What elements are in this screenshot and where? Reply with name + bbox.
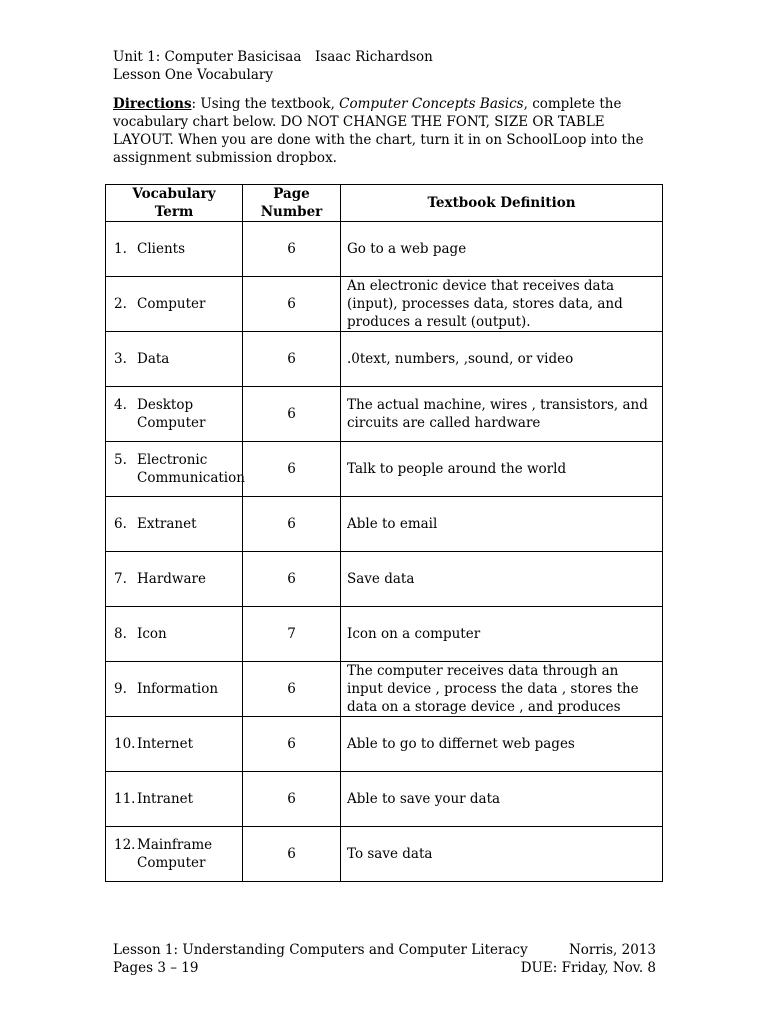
term-cell [106, 827, 243, 882]
term-number: 11. [114, 791, 136, 807]
table-header-row [106, 185, 663, 222]
definition-cell: To save data [341, 827, 663, 882]
definition-cell: The computer receives data through an input device , process the data , stores the data on a storage device , and produces [341, 662, 663, 717]
definition-cell: Able to save your data [341, 772, 663, 827]
term-text: Clients [137, 241, 186, 257]
term-number: 7. [114, 571, 127, 587]
page-number-cell: 6 [243, 277, 341, 332]
table-row [106, 552, 663, 607]
term-text: Intranet [137, 791, 194, 807]
term-text: Internet [137, 736, 194, 752]
footer-pages: Pages 3 – 19 [113, 960, 199, 976]
definition-cell: Save data [341, 552, 663, 607]
table-row [106, 387, 663, 442]
definition-cell: An electronic device that receives data (input), processes data, stores data, and produces a result (output). [341, 277, 663, 332]
term-cell [106, 332, 243, 387]
page-number-cell: 6 [243, 442, 341, 497]
table-row [106, 772, 663, 827]
definition-cell: Icon on a computer [341, 607, 663, 662]
page-number-cell: 6 [243, 222, 341, 277]
table-row [106, 277, 663, 332]
table-row [106, 332, 663, 387]
header-vocabulary-term: Vocabulary Term [106, 185, 243, 222]
term-cell [106, 717, 243, 772]
term-number: 6. [114, 516, 127, 532]
definition-cell: .0text, numbers, ,sound, or video [341, 332, 663, 387]
term-cell [106, 552, 243, 607]
definition-cell: The actual machine, wires , transistors, and circuits are called hardware [341, 387, 663, 442]
term-text: Desktop Computer [137, 397, 206, 431]
term-text: Electronic Communication [137, 452, 245, 486]
student-name: Isaac Richardson [315, 49, 433, 65]
page-number-cell: 6 [243, 497, 341, 552]
vocabulary-table [105, 184, 663, 882]
term-number: 9. [114, 681, 127, 697]
table-row [106, 497, 663, 552]
page-number-cell: 6 [243, 662, 341, 717]
term-cell [106, 387, 243, 442]
footer-due: DUE: Friday, Nov. 8 [520, 960, 656, 976]
term-text: Data [137, 351, 170, 367]
footer-lesson: Lesson 1: Understanding Computers and Computer Literacy [113, 942, 528, 958]
page-number-cell: 7 [243, 607, 341, 662]
document-footer [113, 941, 656, 977]
term-number: 5. [114, 452, 127, 468]
term-text: Extranet [137, 516, 197, 532]
term-text: Hardware [137, 571, 206, 587]
term-number: 12. [114, 837, 136, 853]
header-page-number: Page Number [243, 185, 341, 222]
term-cell [106, 607, 243, 662]
term-cell [106, 772, 243, 827]
term-cell [106, 497, 243, 552]
page-number-cell: 6 [243, 332, 341, 387]
table-row [106, 607, 663, 662]
term-number: 2. [114, 296, 127, 312]
definition-cell: Able to go to differnet web pages [341, 717, 663, 772]
term-text: Mainframe Computer [137, 837, 213, 871]
term-number: 1. [114, 241, 127, 257]
definition-cell: Go to a web page [341, 222, 663, 277]
table-row [106, 717, 663, 772]
page-number-cell: 6 [243, 387, 341, 442]
term-number: 8. [114, 626, 127, 642]
table-row [106, 662, 663, 717]
term-number: 10. [114, 736, 136, 752]
directions-text-b: , complete the vocabulary chart below. DO NOT CHANGE THE FONT, SIZE OR TABLE LAYOUT. When you are done with the chart, turn it in on SchoolLoop into the assignment submission dropbox. [113, 96, 644, 166]
term-text: Information [137, 681, 219, 697]
footer-teacher: Norris, 2013 [568, 942, 656, 958]
term-cell [106, 277, 243, 332]
definition-cell: Able to email [341, 497, 663, 552]
textbook-title: Computer Concepts Basics [339, 96, 524, 112]
page-number-cell: 6 [243, 772, 341, 827]
term-number: 4. [114, 397, 127, 413]
term-cell [106, 222, 243, 277]
table-row [106, 442, 663, 497]
definition-cell: Talk to people around the world [341, 442, 663, 497]
page-number-cell: 6 [243, 717, 341, 772]
document-header [113, 48, 433, 84]
table-row [106, 222, 663, 277]
table-row [106, 827, 663, 882]
directions-text-a: : Using the textbook, [191, 96, 340, 112]
page-number-cell: 6 [243, 827, 341, 882]
page-number-cell: 6 [243, 552, 341, 607]
lesson-title: Lesson One Vocabulary [113, 67, 273, 83]
header-textbook-definition: Textbook Definition [341, 185, 663, 222]
term-number: 3. [114, 351, 127, 367]
directions-label: Directions [113, 96, 192, 112]
directions-paragraph [113, 95, 658, 167]
term-text: Computer [137, 296, 206, 312]
term-text: Icon [137, 626, 167, 642]
term-cell [106, 442, 243, 497]
unit-title: Unit 1: Computer Basicisaa [113, 49, 302, 65]
term-cell [106, 662, 243, 717]
